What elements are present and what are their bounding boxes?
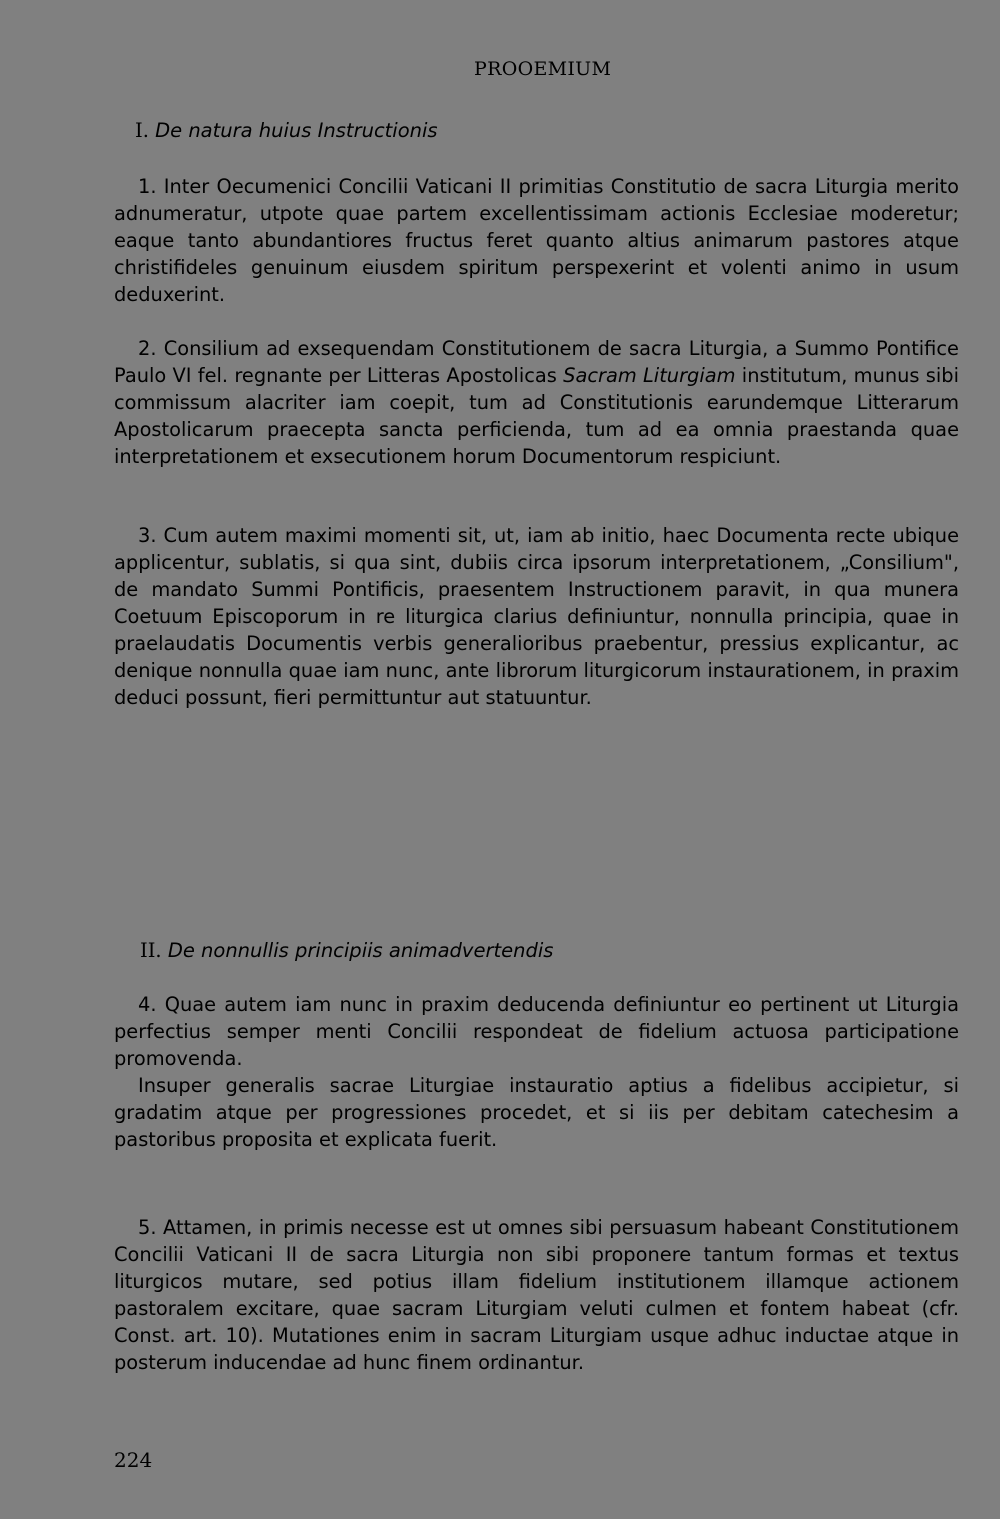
section-number: I. — [135, 119, 149, 142]
paragraph-4-continuation: Insuper generalis sacrae Liturgiae instauratio aptius a fidelibus accipietur, si gradatim atque per progressiones procedet, et si iis per debitam catechesim a pastoribus proposita et explicata fuerit. — [114, 1074, 959, 1151]
section-number: II. — [140, 939, 162, 962]
paragraph-2-text-end: institutum, munus sibi commissum alacriter iam coepit, tum ad Constitutionis earundemque Litterarum Apostolicarum praecepta sancta perficienda, tum ad ea omnia praestanda quae interpretationem et exsecutionem horum Documentorum respiciunt. — [114, 364, 959, 468]
paragraph-3: 3. Cum autem maximi momenti sit, ut, iam ab initio, haec Documenta recte ubique applicentur, sublatis, si qua sint, dubiis circa ipsorum interpretationem, „Consilium", de mandato Summi Pontificis, praesentem Instructionem paravit, in qua munera Coetuum Episcoporum in re liturgica clarius definiuntur, nonnulla principia, quae in praelaudatis Documentis verbis generalioribus praebentur, pressius explicantur, ac denique nonnulla quae iam nunc, ante librorum liturgicorum instaurationem, in praxim deduci possunt, fieri permittuntur aut statuuntur. — [114, 524, 959, 709]
paragraph-5: 5. Attamen, in primis necesse est ut omnes sibi persuasum habeant Constitutionem Concilii Vaticani II de sacra Liturgia non sibi proponere tantum formas et textus liturgicos mutare, sed potius illam fidelium institutionem illamque actionem pastoralem excitare, quae sacram Liturgiam veluti culmen et fontem habeat (cfr. Const. art. 10). Mutationes enim in sacram Liturgiam usque adhuc inductae atque in posterum inducendae ad hunc finem ordinantur. — [114, 1216, 959, 1374]
section-title: De natura huius Instructionis — [155, 119, 438, 142]
paragraph-2-text-start: 2. Consilium ad exsequendam Constitutionem de sacra Liturgia, a Summo Pontifice Paulo VI fel. regnante per Litteras Apostolicas — [114, 337, 959, 387]
section-title: De nonnullis principiis animadvertendis — [167, 939, 554, 962]
page-number: 224 — [114, 1448, 153, 1472]
paragraph-2 — [114, 335, 959, 470]
running-head: PROOEMIUM — [474, 58, 612, 80]
paragraph-4: 4. Quae autem iam nunc in praxim deducenda definiuntur eo pertinent ut Liturgia perfectius semper menti Concilii respondeat de fidelium actuosa participatione promovenda. — [114, 993, 959, 1070]
paragraph-1: 1. Inter Oecumenici Concilii Vaticani II primitias Constitutio de sacra Liturgia merito adnumeratur, utpote quae partem excellentissimam actionis Ecclesiae moderetur; eaque tanto abundantiores fructus feret quanto altius animarum pastores atque christifideles genuinum eiusdem spiritum perspexerint et volenti animo in usum deduxerint. — [114, 175, 959, 306]
section-heading-2 — [140, 939, 553, 962]
section-heading-1 — [135, 119, 438, 142]
paragraph-2-italic-title: Sacram Liturgiam — [563, 364, 736, 387]
